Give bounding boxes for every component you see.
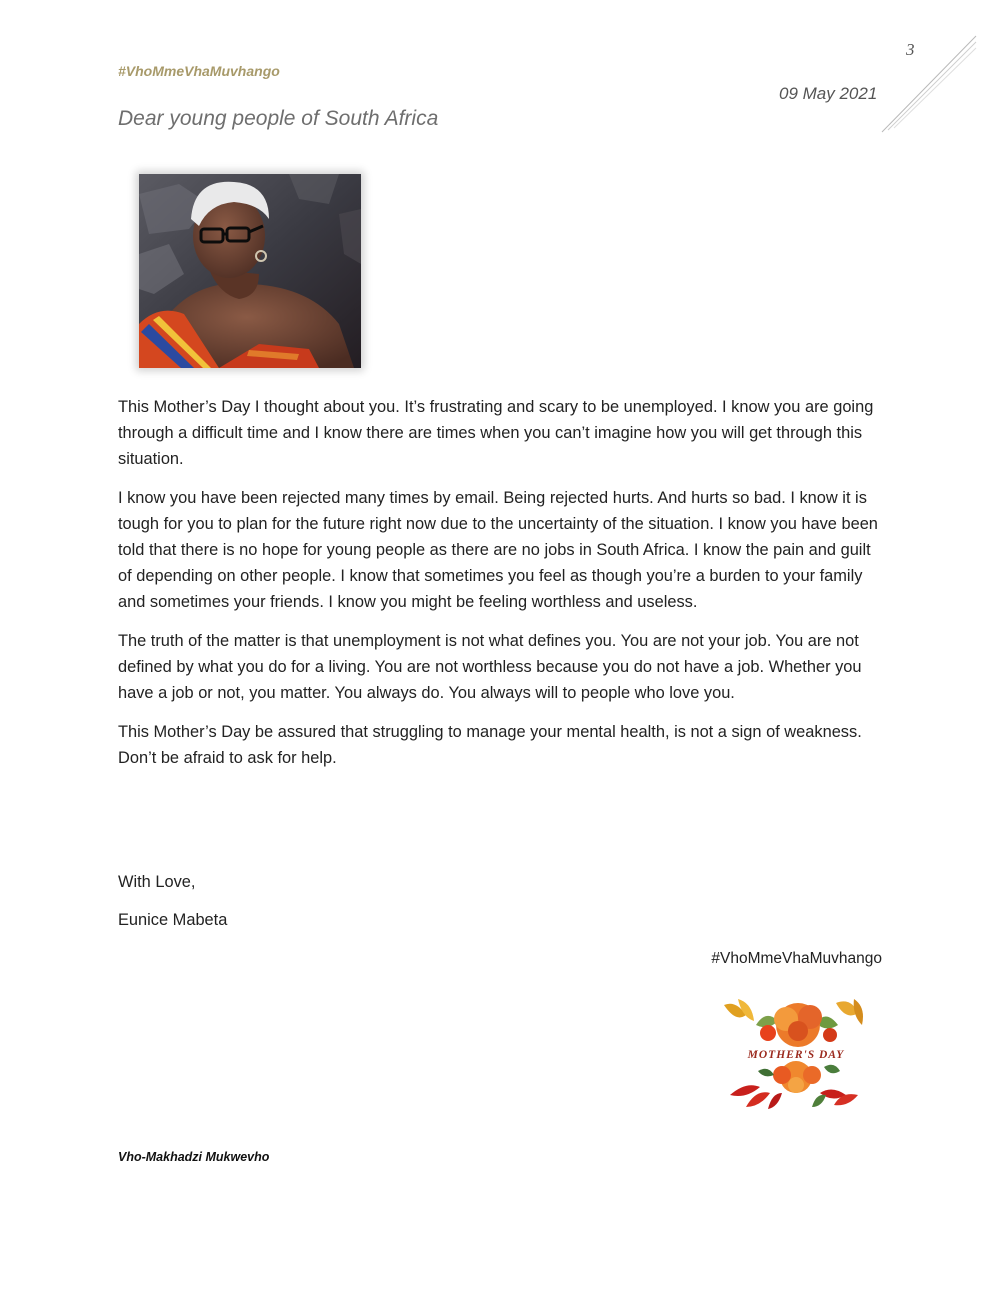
paragraph: The truth of the matter is that unemployment is not what defines you. You are not your job. You are not defined by what you do for a living. You are not worthless because you do not have a job. Whether you have a job or not, you matter. You always do. You always will to people who love you. [118,632,862,702]
corner-lines-decoration [878,32,978,134]
closing-line: With Love, [118,873,196,891]
footer-hashtag: #VhoMmeVhaMuvhango [711,950,882,967]
paragraph: This Mother’s Day I thought about you. It’s frustrating and scary to be unemployed. I know you are going through a difficult time and I know there are times when you can’t imagine how you will get through this situation. [118,398,874,468]
paragraph: This Mother’s Day be assured that struggling to manage your mental health, is not a sign of weakness. Don’t be afraid to ask for help. [118,723,862,767]
salutation: Dear young people of South Africa [118,107,439,130]
page-number: 3 [906,40,915,59]
signer-name: Eunice Mabeta [118,911,228,929]
emblem-label: MOTHER'S DAY [747,1049,845,1061]
floral-mothers-day-emblem [716,995,876,1113]
letter-body [118,394,888,784]
footer-author: Vho-Makhadzi Mukwevho [118,1150,270,1164]
letter-date: 09 May 2021 [779,84,878,103]
header-hashtag: #VhoMmeVhaMuvhango [118,63,280,79]
paragraph: I know you have been rejected many times by email. Being rejected hurts. And hurts so bad. I know it is tough for you to plan for the future right now due to the uncertainty of the situation. I know you have been told that there is no hope for young people as there are no jobs in South Africa. I know the pain and guilt of depending on other people. I know that sometimes you feel as though you’re a burden to your family and sometimes your friends. I know you might be feeling worthless and useless. [118,489,878,611]
portrait-photo [139,174,361,368]
portrait-illustration [139,174,361,368]
